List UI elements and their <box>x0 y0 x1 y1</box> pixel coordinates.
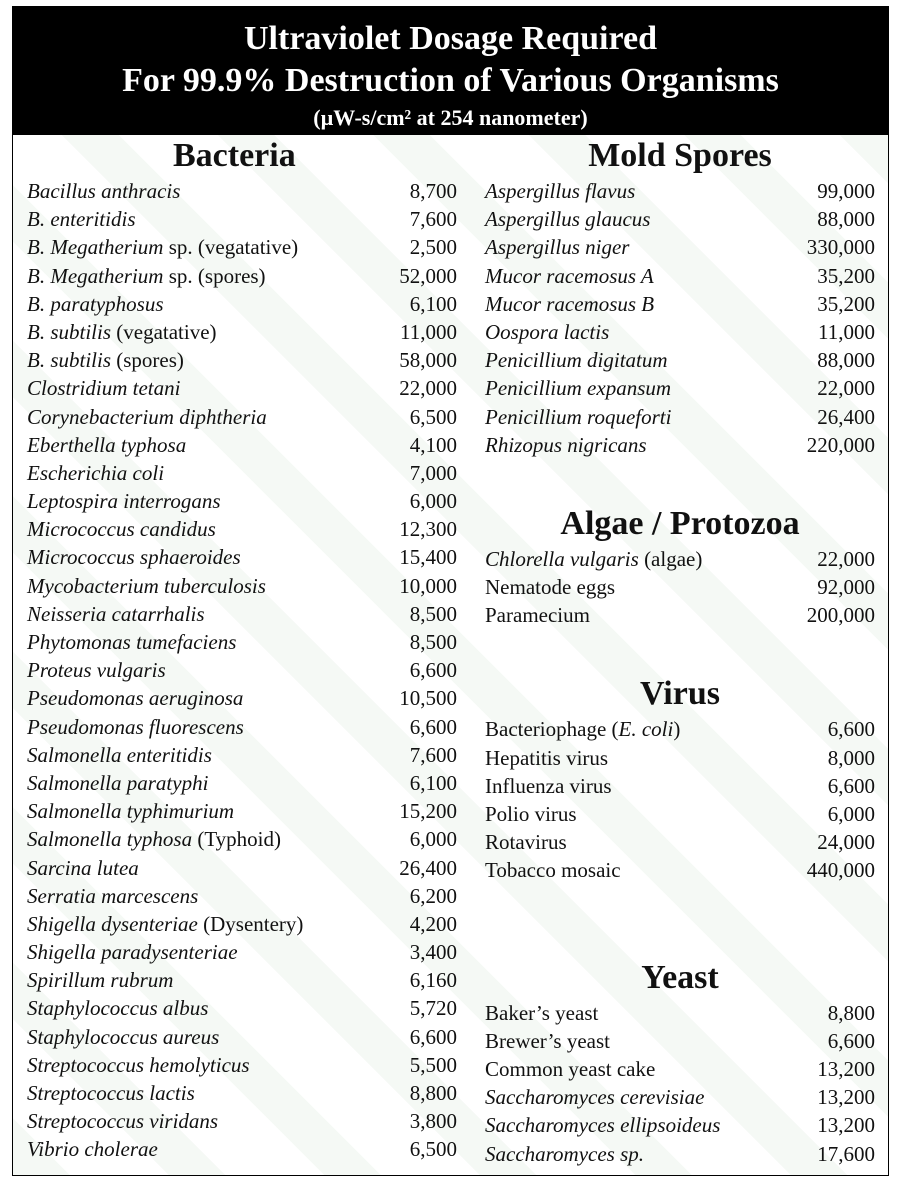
dosage-value: 8,500 <box>409 630 457 654</box>
organism-name <box>485 403 671 431</box>
mold-spores-list <box>485 177 875 459</box>
dosage-value: 11,000 <box>818 319 875 344</box>
right-column <box>485 135 875 1168</box>
table-row <box>485 1111 875 1139</box>
organism-name <box>485 601 590 629</box>
organism-scientific-name: Eberthella typhosa <box>27 432 187 457</box>
dosage-value: 7,600 <box>409 742 457 767</box>
section-title-mold-spores: Mold Spores <box>588 137 772 174</box>
table-row <box>27 910 457 938</box>
organism-name-suffix: (Typhoid) <box>192 827 282 852</box>
table-row <box>485 346 875 374</box>
table-row <box>27 994 457 1022</box>
table-row <box>27 431 457 459</box>
table-row <box>485 318 875 346</box>
table-row <box>27 684 457 712</box>
organism-name <box>27 656 166 684</box>
organism-name <box>27 1135 158 1163</box>
organism-name <box>27 854 139 882</box>
organism-scientific-name: E. coli <box>618 717 674 742</box>
units-subtitle: (µW-s/cm² at 254 nanometer) <box>313 105 588 130</box>
dosage-value: 220,000 <box>806 432 875 457</box>
table-row <box>27 374 457 402</box>
organism-name <box>485 177 635 205</box>
table-row <box>485 1055 875 1083</box>
organism-name <box>27 1107 218 1135</box>
dosage-value: 6,000 <box>409 489 457 514</box>
dosage-value: 6,600 <box>827 773 875 798</box>
organism-name <box>485 545 702 573</box>
organism-name <box>27 262 266 290</box>
dosage-value: 6,160 <box>409 968 457 993</box>
table-row <box>27 825 457 853</box>
organism-name <box>27 769 208 797</box>
organism-name <box>485 1027 610 1055</box>
dosage-value: 6,200 <box>409 883 457 908</box>
dosage-value: 24,000 <box>817 830 875 855</box>
table-row <box>485 800 875 828</box>
organism-name <box>27 1079 195 1107</box>
table-row <box>485 233 875 261</box>
organism-name-suffix: (algae) <box>638 546 703 571</box>
organism-name <box>485 999 598 1027</box>
organism-scientific-name: Aspergillus glaucus <box>485 207 651 232</box>
organism-scientific-name: Aspergillus flavus <box>485 179 636 203</box>
uv-dosage-table <box>12 6 889 1176</box>
organism-name <box>485 772 612 800</box>
organism-name <box>27 177 180 205</box>
organism-name <box>27 882 198 910</box>
organism-name <box>485 573 615 601</box>
organism-scientific-name: Saccharomyces cerevisiae <box>485 1085 705 1110</box>
organism-scientific-name: Shigella dysenteriae <box>27 911 198 936</box>
organism-name <box>485 1140 644 1168</box>
dosage-value: 6,500 <box>409 1137 457 1162</box>
dosage-value: 26,400 <box>399 855 457 880</box>
section-title-algae-protozoa: Algae / Protozoa <box>560 504 800 542</box>
organism-name <box>485 1111 720 1139</box>
organism-scientific-name: B. Megatherium <box>27 263 164 288</box>
organism-name-suffix: (vegatative) <box>111 319 217 344</box>
dosage-value: 200,000 <box>806 603 875 628</box>
organism-scientific-name: Proteus vulgaris <box>27 658 166 683</box>
organism-scientific-name: Micrococcus candidus <box>27 517 216 542</box>
organism-name <box>27 684 243 712</box>
dosage-value: 8,000 <box>827 745 875 770</box>
dosage-value: 52,000 <box>399 263 457 288</box>
table-row <box>27 290 457 318</box>
organism-scientific-name: Salmonella enteritidis <box>27 742 212 767</box>
organism-name <box>27 628 236 656</box>
table-row <box>27 318 457 346</box>
table-row <box>27 797 457 825</box>
header-banner <box>13 7 888 135</box>
table-row <box>485 1140 875 1168</box>
organism-scientific-name: B. subtilis <box>27 319 112 344</box>
dosage-value: 5,720 <box>409 996 457 1021</box>
organism-name <box>485 828 567 856</box>
dosage-value: 11,000 <box>400 319 457 344</box>
organism-name-suffix: (spores) <box>111 348 184 373</box>
organism-name <box>27 910 303 938</box>
organism-name <box>485 262 654 290</box>
organism-name <box>485 374 671 402</box>
table-row <box>485 1027 875 1055</box>
table-row <box>27 459 457 487</box>
organism-scientific-name: Mycobacterium tuberculosis <box>27 573 266 598</box>
dosage-value: 88,000 <box>817 348 875 373</box>
dosage-value: 440,000 <box>806 858 875 883</box>
dosage-value: 10,000 <box>399 573 457 598</box>
dosage-value: 3,800 <box>409 1109 457 1134</box>
table-row <box>27 882 457 910</box>
organism-scientific-name: Bacillus anthracis <box>27 179 181 203</box>
organism-name-suffix: Polio virus <box>485 802 577 826</box>
table-row <box>27 177 457 205</box>
organism-name <box>27 741 212 769</box>
dosage-value: 6,100 <box>409 291 457 316</box>
organism-name <box>27 431 186 459</box>
organism-name-suffix: sp. (vegatative) <box>163 235 299 260</box>
dosage-value: 15,200 <box>399 799 457 824</box>
organism-scientific-name: Salmonella typhimurium <box>27 799 235 824</box>
organism-name <box>485 715 680 743</box>
dosage-value: 22,000 <box>817 376 875 401</box>
organism-name <box>27 825 281 853</box>
table-row <box>485 573 875 601</box>
organism-name <box>485 318 609 346</box>
organism-name <box>27 572 266 600</box>
table-row <box>27 966 457 994</box>
organism-scientific-name: Corynebacterium diphtheria <box>27 404 267 429</box>
organism-name <box>27 713 244 741</box>
organism-name <box>485 233 629 261</box>
section-title-bacteria: Bacteria <box>173 137 296 174</box>
organism-scientific-name: Streptococcus hemolyticus <box>27 1052 250 1077</box>
organism-scientific-name: B. enteritidis <box>27 207 136 232</box>
yeast-list <box>485 999 875 1168</box>
table-row <box>27 1135 457 1163</box>
table-row <box>485 374 875 402</box>
organism-name-suffix: Rotavirus <box>485 830 567 855</box>
organism-scientific-name: Escherichia coli <box>27 460 165 485</box>
organism-scientific-name: Micrococcus sphaeroides <box>27 545 241 570</box>
table-row <box>27 741 457 769</box>
bacteria-column <box>27 135 457 1164</box>
dosage-value: 13,200 <box>817 1085 875 1110</box>
spacer <box>485 629 875 673</box>
table-row <box>27 205 457 233</box>
dosage-value: 3,400 <box>409 940 457 965</box>
organism-name <box>27 515 216 543</box>
organism-scientific-name: Mucor racemosus A <box>485 263 654 288</box>
dosage-value: 6,500 <box>409 404 457 429</box>
dosage-value: 8,700 <box>409 179 457 203</box>
organism-scientific-name: Mucor racemosus B <box>485 291 655 316</box>
organism-name <box>485 431 647 459</box>
organism-name-suffix: Brewer’s yeast <box>485 1028 610 1053</box>
dosage-value: 8,500 <box>409 601 457 626</box>
spacer <box>485 885 875 957</box>
organism-scientific-name: Rhizopus nigricans <box>485 432 647 457</box>
section-title-yeast: Yeast <box>641 958 719 996</box>
table-row <box>27 1051 457 1079</box>
table-row <box>27 713 457 741</box>
dosage-value: 8,800 <box>827 1000 875 1025</box>
organism-scientific-name: Saccharomyces sp. <box>485 1141 645 1166</box>
organism-name <box>27 487 221 515</box>
dosage-value: 35,200 <box>817 263 875 288</box>
table-row <box>27 1079 457 1107</box>
organism-name-suffix: Paramecium <box>485 603 590 628</box>
organism-name <box>485 744 608 772</box>
table-row <box>485 856 875 884</box>
organism-name <box>27 966 173 994</box>
table-row <box>27 628 457 656</box>
spacer <box>485 459 875 503</box>
organism-scientific-name: Staphylococcus albus <box>27 996 209 1021</box>
dosage-value: 6,000 <box>827 802 875 826</box>
organism-scientific-name: Streptococcus lactis <box>27 1081 195 1105</box>
dosage-value: 35,200 <box>817 291 875 316</box>
organism-name <box>27 1023 219 1051</box>
table-row <box>485 999 875 1027</box>
dosage-value: 6,000 <box>409 827 457 852</box>
organism-scientific-name: Penicillium expansum <box>485 376 672 401</box>
organism-name-suffix: Tobacco mosaic <box>485 858 621 883</box>
table-row <box>485 545 875 573</box>
dosage-value: 4,200 <box>409 911 457 936</box>
dosage-value: 22,000 <box>817 546 875 571</box>
table-row <box>27 403 457 431</box>
organism-name-suffix: (Dysentery) <box>197 911 304 936</box>
organism-name <box>27 938 238 966</box>
dosage-value: 6,600 <box>827 1028 875 1053</box>
organism-scientific-name: Penicillium roqueforti <box>485 404 672 429</box>
organism-name-suffix: Nematode eggs <box>485 575 616 600</box>
organism-scientific-name: Serratia marcescens <box>27 883 199 908</box>
dosage-value: 12,300 <box>399 517 457 542</box>
dosage-value: 6,600 <box>409 714 457 739</box>
dosage-value: 7,600 <box>409 207 457 232</box>
organism-name <box>27 233 298 261</box>
dosage-value: 22,000 <box>399 376 457 401</box>
organism-scientific-name: Pseudomonas fluorescens <box>27 714 244 739</box>
table-row <box>27 854 457 882</box>
organism-scientific-name: Neisseria catarrhalis <box>27 601 205 626</box>
organism-name <box>27 994 208 1022</box>
dosage-value: 330,000 <box>806 235 875 260</box>
table-row <box>485 290 875 318</box>
organism-name <box>27 459 164 487</box>
dosage-value: 6,600 <box>827 717 875 742</box>
table-row <box>27 572 457 600</box>
table-row <box>485 744 875 772</box>
dosage-value: 17,600 <box>817 1141 875 1166</box>
table-row <box>27 1023 457 1051</box>
organism-scientific-name: Saccharomyces ellipsoideus <box>485 1113 721 1138</box>
table-row <box>27 769 457 797</box>
organism-scientific-name: Salmonella typhosa <box>27 827 193 852</box>
organism-name <box>485 290 654 318</box>
section-title-virus: Virus <box>640 675 720 713</box>
algae-protozoa-list <box>485 545 875 630</box>
organism-name <box>27 374 180 402</box>
organism-name <box>485 800 577 828</box>
organism-scientific-name: Streptococcus viridans <box>27 1109 219 1134</box>
dosage-value: 7,000 <box>409 460 457 485</box>
dosage-value: 26,400 <box>817 404 875 429</box>
organism-scientific-name: Spirillum rubrum <box>27 968 174 993</box>
dosage-value: 13,200 <box>817 1056 875 1081</box>
organism-scientific-name: Chlorella vulgaris <box>485 546 639 571</box>
organism-name-suffix: Influenza virus <box>485 773 612 798</box>
table-row <box>485 403 875 431</box>
table-row <box>485 601 875 629</box>
organism-scientific-name: Sarcina lutea <box>27 855 139 880</box>
title-line-2: For 99.9% Destruction of Various Organisms <box>122 62 779 99</box>
table-row <box>485 715 875 743</box>
table-row <box>485 177 875 205</box>
table-row <box>27 1107 457 1135</box>
table-row <box>27 600 457 628</box>
organism-scientific-name: Oospora lactis <box>485 319 610 344</box>
organism-name <box>485 205 650 233</box>
organism-scientific-name: Staphylococcus aureus <box>27 1024 220 1049</box>
organism-scientific-name: B. subtilis <box>27 348 112 373</box>
organism-name <box>485 1083 704 1111</box>
organism-name-prefix: Bacteriophage ( <box>485 717 619 742</box>
organism-name <box>27 797 234 825</box>
title-line-1: Ultraviolet Dosage Required <box>244 20 657 57</box>
organism-name <box>27 318 217 346</box>
dosage-value: 92,000 <box>817 575 875 600</box>
table-row <box>485 262 875 290</box>
organism-scientific-name: B. paratyphosus <box>27 291 164 316</box>
dosage-value: 15,400 <box>399 545 457 570</box>
organism-scientific-name: Salmonella paratyphi <box>27 770 209 795</box>
organism-scientific-name: Phytomonas tumefaciens <box>27 630 237 654</box>
bacteria-list <box>27 177 457 1164</box>
table-row <box>485 205 875 233</box>
organism-name-suffix: Common yeast cake <box>485 1056 656 1081</box>
organism-name <box>27 600 205 628</box>
table-row <box>485 1083 875 1111</box>
organism-scientific-name: Penicillium digitatum <box>485 348 668 373</box>
dosage-value: 58,000 <box>399 348 457 373</box>
organism-scientific-name: Aspergillus niger <box>485 235 630 260</box>
organism-name <box>485 346 668 374</box>
organism-name <box>27 543 241 571</box>
organism-name <box>485 856 621 884</box>
table-row <box>485 772 875 800</box>
organism-scientific-name: Pseudomonas aeruginosa <box>27 686 244 711</box>
table-row <box>27 938 457 966</box>
dosage-value: 6,100 <box>409 770 457 795</box>
dosage-value: 13,200 <box>817 1113 875 1138</box>
table-row <box>485 828 875 856</box>
organism-scientific-name: Shigella paradysenteriae <box>27 940 238 965</box>
organism-scientific-name: B. Megatherium <box>27 235 164 260</box>
organism-scientific-name: Clostridium tetani <box>27 376 181 401</box>
table-row <box>27 262 457 290</box>
organism-name <box>485 1055 655 1083</box>
table-row <box>27 487 457 515</box>
dosage-value: 6,600 <box>409 658 457 683</box>
dosage-value: 99,000 <box>817 179 875 203</box>
table-row <box>485 431 875 459</box>
organism-name <box>27 403 267 431</box>
virus-list <box>485 715 875 884</box>
organism-name <box>27 1051 250 1079</box>
dosage-value: 8,800 <box>409 1081 457 1105</box>
table-row <box>27 346 457 374</box>
organism-name <box>27 290 164 318</box>
table-row <box>27 656 457 684</box>
organism-name-suffix: ) <box>673 717 681 742</box>
dosage-value: 4,100 <box>409 432 457 457</box>
table-row <box>27 233 457 261</box>
organism-name <box>27 346 184 374</box>
table-row <box>27 515 457 543</box>
organism-scientific-name: Leptospira interrogans <box>27 489 221 514</box>
organism-scientific-name: Vibrio cholerae <box>27 1137 158 1162</box>
dosage-value: 10,500 <box>399 686 457 711</box>
organism-name-suffix: Baker’s yeast <box>485 1000 599 1025</box>
dosage-value: 2,500 <box>409 235 457 260</box>
table-row <box>27 543 457 571</box>
dosage-value: 6,600 <box>409 1024 457 1049</box>
dosage-value: 88,000 <box>817 207 875 232</box>
dosage-value: 5,500 <box>409 1052 457 1077</box>
organism-name-suffix: Hepatitis virus <box>485 745 609 770</box>
organism-name-suffix: sp. (spores) <box>163 263 266 288</box>
organism-name <box>27 205 136 233</box>
